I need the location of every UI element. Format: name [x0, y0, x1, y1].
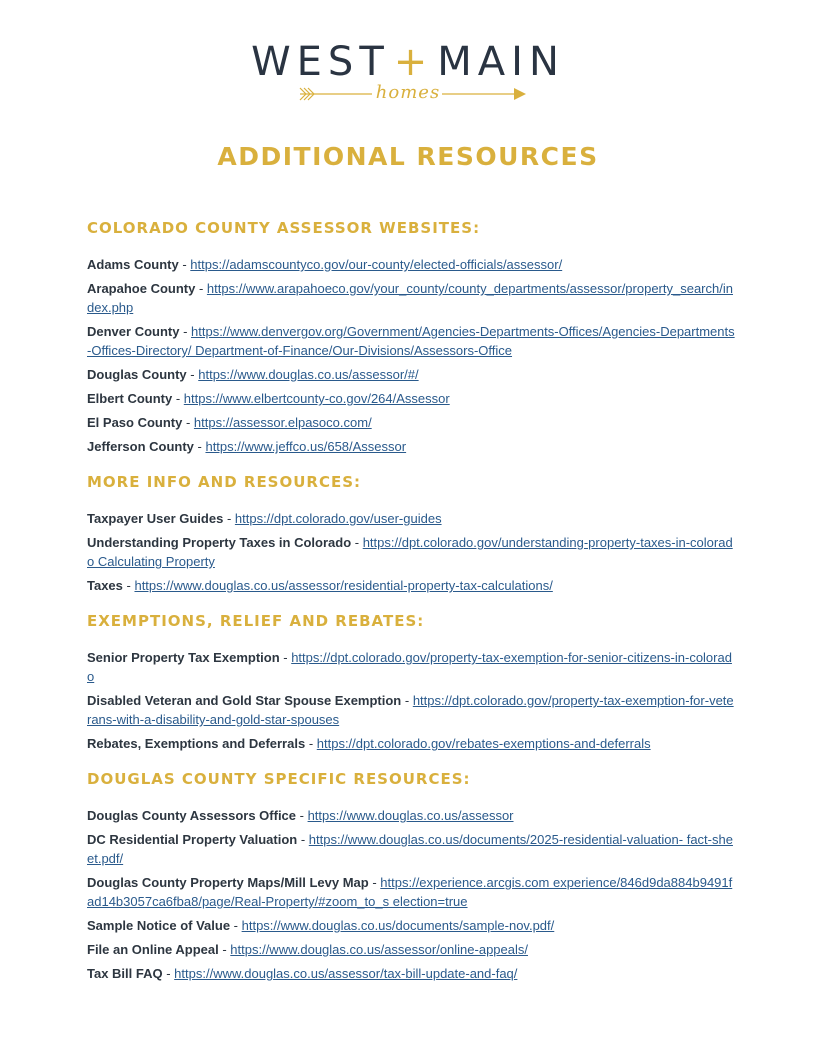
resource-link[interactable]: https://assessor.elpasoco.com/ — [193, 415, 372, 430]
resource-label: File an Online Appeal — [87, 942, 219, 957]
resource-separator: - — [351, 535, 363, 550]
resource-label: Douglas County Assessors Office — [87, 808, 297, 823]
resource-separator: - — [296, 808, 308, 823]
section-heading: DOUGLAS COUNTY SPECIFIC RESOURCES: — [87, 770, 471, 788]
resource-entry — [87, 734, 737, 753]
resource-separator: - — [230, 918, 242, 933]
resource-label: Taxes — [87, 578, 123, 593]
resource-entry — [87, 255, 737, 274]
resource-label: Disabled Veteran and Gold Star Spouse Exemption — [87, 693, 402, 708]
resource-entry — [87, 322, 737, 360]
resource-entry — [87, 940, 737, 959]
resource-entry — [87, 576, 737, 595]
resource-entry — [87, 509, 737, 528]
brand-tagline: homes — [375, 82, 441, 103]
resource-label: Douglas County Property Maps/Mill Levy Map — [87, 875, 369, 890]
brand-tagline-row — [0, 84, 816, 108]
resource-separator: - — [218, 942, 231, 957]
resource-link[interactable]: https://dpt.colorado.gov/user-guides — [234, 511, 442, 526]
resource-separator: - — [193, 439, 206, 454]
resource-label: Jefferson County — [87, 439, 194, 454]
resource-entry — [87, 873, 737, 911]
resource-separator: - — [179, 324, 192, 339]
resource-label: Sample Notice of Value — [87, 918, 231, 933]
resource-entry — [87, 365, 737, 384]
resource-link[interactable]: https://www.arapahoeco.gov/your_county/county_departments/assessor/property_search/index.php — [87, 281, 733, 315]
resource-link[interactable]: https://www.denvergov.org/Government/Agencies-Departments-Offices/Agencies-Departments-Offices-Directory/ Department-of-Finance/Our-Divisions/Assessors-Office — [87, 324, 735, 358]
brand-plus: + — [393, 39, 434, 85]
brand-wordmark — [0, 40, 816, 84]
section-heading: MORE INFO AND RESOURCES: — [87, 473, 362, 491]
resource-link[interactable]: https://www.douglas.co.us/assessor/residential-property-tax-calculations/ — [134, 578, 553, 593]
resource-separator: - — [122, 578, 135, 593]
resource-label: Senior Property Tax Exemption — [87, 650, 280, 665]
resource-label: Adams County — [87, 257, 179, 272]
resource-link[interactable]: https://www.douglas.co.us/assessor — [307, 808, 514, 823]
resource-link[interactable]: https://dpt.colorado.gov/property-tax-exemption-for-senior-citizens-in-colorado — [87, 650, 732, 684]
resource-link[interactable]: https://dpt.colorado.gov/rebates-exemptions-and-deferrals — [316, 736, 651, 751]
section-heading: EXEMPTIONS, RELIEF AND REBATES: — [87, 612, 425, 630]
resource-separator: - — [401, 693, 413, 708]
resource-entry — [87, 533, 737, 571]
resource-link[interactable]: https://www.jeffco.us/658/Assessor — [205, 439, 407, 454]
resource-label: Elbert County — [87, 391, 173, 406]
resource-separator: - — [297, 832, 309, 847]
resource-link[interactable]: https://www.douglas.co.us/documents/2025-residential-valuation- fact-sheet.pdf/ — [87, 832, 733, 866]
resource-entry — [87, 648, 737, 686]
resource-separator: - — [182, 415, 194, 430]
resource-label: Arapahoe County — [87, 281, 196, 296]
resource-separator: - — [172, 391, 184, 406]
resource-label: Douglas County — [87, 367, 187, 382]
resource-separator: - — [305, 736, 317, 751]
resource-entry — [87, 830, 737, 868]
resource-label: El Paso County — [87, 415, 183, 430]
resource-label: Taxpayer User Guides — [87, 511, 224, 526]
resource-entry — [87, 437, 737, 456]
resource-link[interactable]: https://www.elbertcounty-co.gov/264/Assessor — [183, 391, 450, 406]
resource-section — [87, 770, 737, 983]
resource-label: DC Residential Property Valuation — [87, 832, 298, 847]
resource-label: Rebates, Exemptions and Deferrals — [87, 736, 306, 751]
brand-name-right: MAIN — [437, 39, 565, 85]
resource-separator: - — [195, 281, 207, 296]
resource-separator: - — [368, 875, 381, 890]
resource-link[interactable]: https://www.douglas.co.us/assessor/#/ — [198, 367, 419, 382]
resource-link[interactable]: https://adamscountyco.gov/our-county/elected-officials/assessor/ — [190, 257, 563, 272]
resource-link[interactable]: https://www.douglas.co.us/assessor/online-appeals/ — [230, 942, 528, 957]
resource-entry — [87, 691, 737, 729]
brand-logo — [0, 40, 816, 108]
resource-separator: - — [279, 650, 292, 665]
resource-separator: - — [178, 257, 191, 272]
brand-name-left: WEST — [251, 39, 390, 85]
resource-link[interactable]: https://www.douglas.co.us/assessor/tax-bill-update-and-faq/ — [174, 966, 518, 981]
resources-content — [87, 219, 737, 1000]
resource-entry — [87, 806, 737, 825]
resource-label: Denver County — [87, 324, 180, 339]
resource-link[interactable]: https://experience.arcgis.com experience/846d9da884b9491fad14b3057ca6fba8/page/Real-Property/#zoom_to_s election=true — [87, 875, 733, 909]
resource-label: Tax Bill FAQ — [87, 966, 163, 981]
resource-entry — [87, 964, 737, 983]
resource-entry — [87, 916, 737, 935]
resource-section — [87, 612, 737, 753]
resource-separator: - — [186, 367, 199, 382]
resource-link[interactable]: https://dpt.colorado.gov/understanding-property-taxes-in-colorado Calculating Property — [87, 535, 733, 569]
resource-section — [87, 473, 737, 595]
resource-link[interactable]: https://dpt.colorado.gov/property-tax-exemption-for-veterans-with-a-disability-and-gold-star-spouses — [87, 693, 734, 727]
section-heading: COLORADO COUNTY ASSESSOR WEBSITES: — [87, 219, 481, 237]
page-title: ADDITIONAL RESOURCES — [217, 142, 599, 171]
resource-entry — [87, 279, 737, 317]
resource-separator: - — [162, 966, 175, 981]
resource-link[interactable]: https://www.douglas.co.us/documents/sample-nov.pdf/ — [241, 918, 555, 933]
resource-entry — [87, 413, 737, 432]
resource-label: Understanding Property Taxes in Colorado — [87, 535, 352, 550]
resource-section — [87, 219, 737, 456]
resource-entry — [87, 389, 737, 408]
resource-separator: - — [223, 511, 235, 526]
